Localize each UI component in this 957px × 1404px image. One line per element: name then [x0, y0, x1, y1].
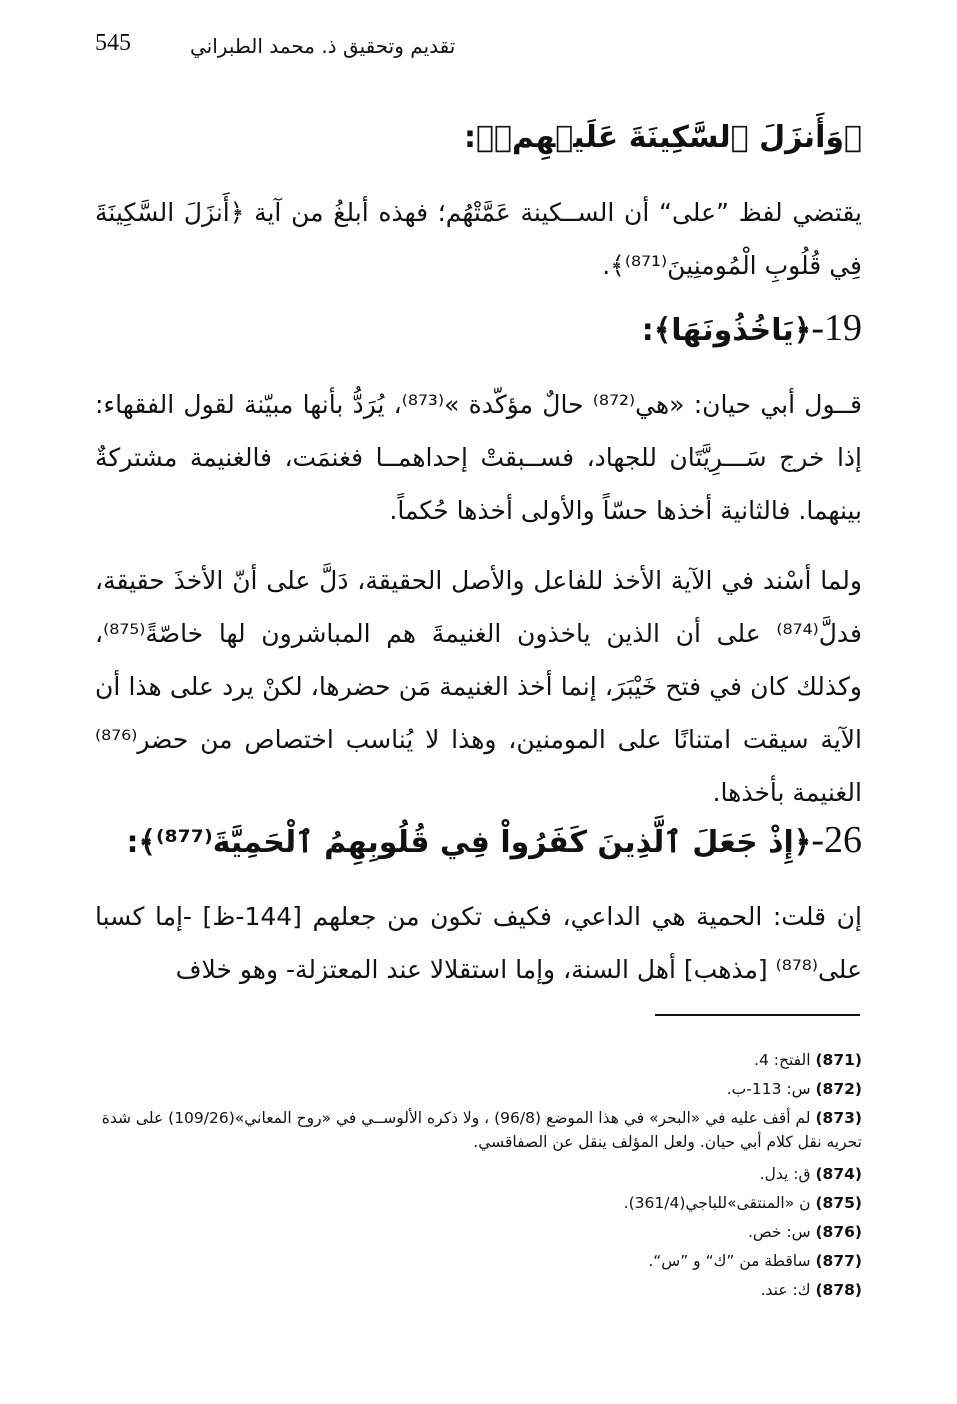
verse-number: 26- [811, 819, 862, 861]
footnote-text: ساقطة من ”ك“ و ”س“. [648, 1252, 811, 1270]
footnote [95, 1276, 862, 1305]
verse-heading [464, 120, 862, 155]
footnote-text: س: 113-ب. [726, 1080, 811, 1098]
page-number: 545 [95, 30, 131, 56]
verse-heading [642, 306, 862, 350]
footnote [95, 1046, 862, 1075]
footnote-number: (872) [815, 1080, 862, 1098]
footnote-number: (871) [815, 1051, 862, 1069]
paragraph: يقتضي لفظ ”على“ أن الســكينة عَمَّتْهُم؛ فهذه أبلغُ من آية ﴿أَنزَلَ السَّكِينَةَ فِي قُلُوبِ الْمُومنِينَ⁽⁸⁷¹⁾﴾. [95, 198, 862, 280]
footnote [95, 1189, 862, 1218]
footnote-text: ق: يدل. [759, 1165, 811, 1183]
footnote-number: (873) [815, 1109, 862, 1127]
paragraph: إن قلت: الحمية هي الداعي، فكيف تكون من جعلهم [144-ظ] -إما كسبا على⁽⁸⁷⁸⁾ [مذهب] أهل السنة، وإما استقلالا عند المعتزلة- وهو خلاف [95, 902, 862, 984]
footnote-text: س: خص. [747, 1223, 811, 1241]
footnote [95, 1106, 862, 1154]
paragraph: قــول أبي حيان: «هي⁽⁸⁷²⁾ حالٌ مؤكّدة »⁽⁸⁷³⁾، يُرَدُّ بأنها مبيّنة لقول الفقهاء: إذا خرج سَـــرِيَّتَان للجهاد، فســبقتْ إحداهمــا فغنمَت، فالغنيمة مشتركةٌ بينهما. فالثانية أخذها حسّاً والأولى أخذها حُكماً. [95, 390, 862, 525]
footnote-number: (878) [815, 1281, 862, 1299]
footnote [95, 1218, 862, 1247]
paragraph: ولما أسْند في الآية الأخذ للفاعل والأصل الحقيقة، دَلَّ على أنّ الأخذَ حقيقة، فدلَّ⁽⁸⁷⁴⁾ على أن الذين ياخذون الغنيمةَ هم المباشرون لها خاصّةً⁽⁸⁷⁵⁾، وكذلك كان في فتح خَيْبَرَ، إنما أخذ الغنيمة مَن حضرها، لكنْ يرد على هذا أن الآية سيقت امتنانًا على المومنين، وهذا لا يُناسب اختصاص من حضر⁽⁸⁷⁶⁾ الغنيمة بأخذها. [95, 566, 862, 807]
footnote [95, 1160, 862, 1189]
footnote-text: ك: عند. [760, 1281, 811, 1299]
running-title: تقديم وتحقيق ذ. محمد الطبراني [190, 34, 456, 58]
footnote-number: (874) [815, 1165, 862, 1183]
footnotes [95, 1046, 862, 1305]
verse-number: 19- [811, 307, 862, 349]
footnote-text: الفتح: 4. [754, 1051, 811, 1069]
verse-heading-text: ﴿وَأَنزَلَ ٱلسَّكِينَةَ عَلَيۡهِمۡ﴾: [463, 120, 862, 155]
verse-heading-text: ﴿يَاخُذُونَهَا﴾: [641, 313, 812, 348]
verse-heading-text: ﴿إِذْ جَعَلَ ٱلَّذِينَ كَفَرُواْ فِي قُلُوبِهِمُ ٱلْحَمِيَّةَ⁽⁸⁷⁷⁾﴾: [126, 825, 812, 860]
footnote [95, 1075, 862, 1104]
footnote-number: (876) [815, 1223, 862, 1241]
footnote [95, 1247, 862, 1276]
footnote-text: لم أقف عليه في «البحر» في هذا الموضع (96/8) ، ولا ذكره الألوســي في «روح المعاني»(109/26) على شدة تحريه نقل كلام أبي حيان. ولعل المؤلف ينقل عن الصفاقسي. [101, 1109, 862, 1151]
footnote-number: (877) [815, 1252, 862, 1270]
verse-heading [126, 818, 862, 862]
footnote-text: ن «المنتقى»للباجي(361/4). [623, 1194, 811, 1212]
footnote-divider [655, 1014, 860, 1016]
footnote-number: (875) [815, 1194, 862, 1212]
